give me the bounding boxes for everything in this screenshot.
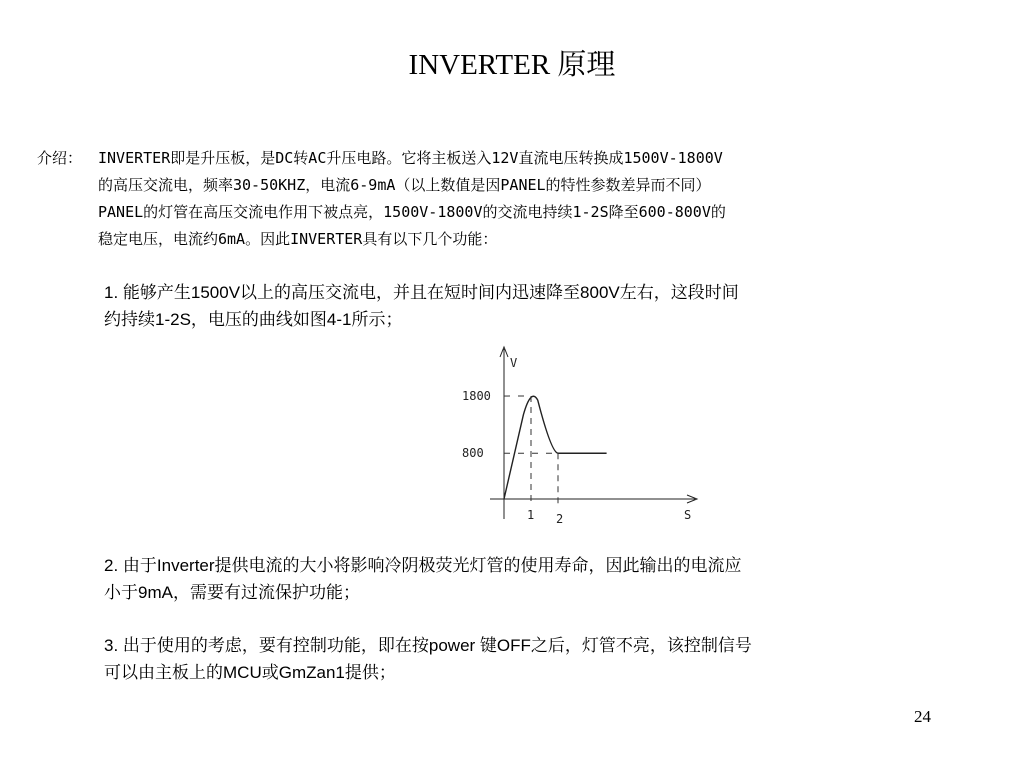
list-item-3 xyxy=(104,632,984,686)
intro-body xyxy=(98,145,998,253)
voltage-curve xyxy=(504,396,607,499)
y-axis-label: V xyxy=(510,356,518,370)
x-tick-label: 1 xyxy=(527,508,535,522)
list-item-line: 3. 出于使用的考虑，要有控制功能，即在按power 键OFF之后，灯管不亮，该控制信号 xyxy=(104,636,752,655)
y-tick-label: 800 xyxy=(462,446,484,461)
x-axis-label: S xyxy=(684,508,692,522)
x-tick-label: 2 xyxy=(556,512,564,526)
intro-label: 介绍： xyxy=(37,149,83,167)
list-item-line: 2. 由于Inverter提供电流的大小将影响冷阴极荧光灯管的使用寿命，因此输出的电流应 xyxy=(104,556,742,575)
list-item-line: 可以由主板上的MCU或GmZan1提供； xyxy=(104,663,396,682)
intro-line: PANEL的灯管在高压交流电作用下被点亮，1500V-1800V的交流电持续1-2S降至600-800V的 xyxy=(98,203,726,221)
page-title: INVERTER 原理 xyxy=(408,49,616,81)
intro-line: 稳定电压，电流约6mA。因此INVERTER具有以下几个功能： xyxy=(98,230,498,248)
intro-line: 的高压交流电，频率30-50KHZ，电流6-9mA（以上数值是因PANEL的特性参数差异而不同） xyxy=(98,176,711,194)
list-item-line: 约持续1-2S，电压的曲线如图4-1所示； xyxy=(104,310,403,329)
intro-line: INVERTER即是升压板，是DC转AC升压电路。它将主板送入12V直流电压转换成1500V-1800V xyxy=(98,149,723,167)
list-item-2 xyxy=(104,552,984,606)
list-item-line: 小于9mA，需要有过流保护功能； xyxy=(104,583,360,602)
y-tick-label: 1800 xyxy=(462,389,491,404)
page-number: 24 xyxy=(914,707,931,726)
list-item-1 xyxy=(104,279,984,333)
list-item-line: 1. 能够产生1500V以上的高压交流电，并且在短时间内迅速降至800V左右，这段时间 xyxy=(104,283,739,302)
voltage-curve-chart xyxy=(450,343,710,533)
